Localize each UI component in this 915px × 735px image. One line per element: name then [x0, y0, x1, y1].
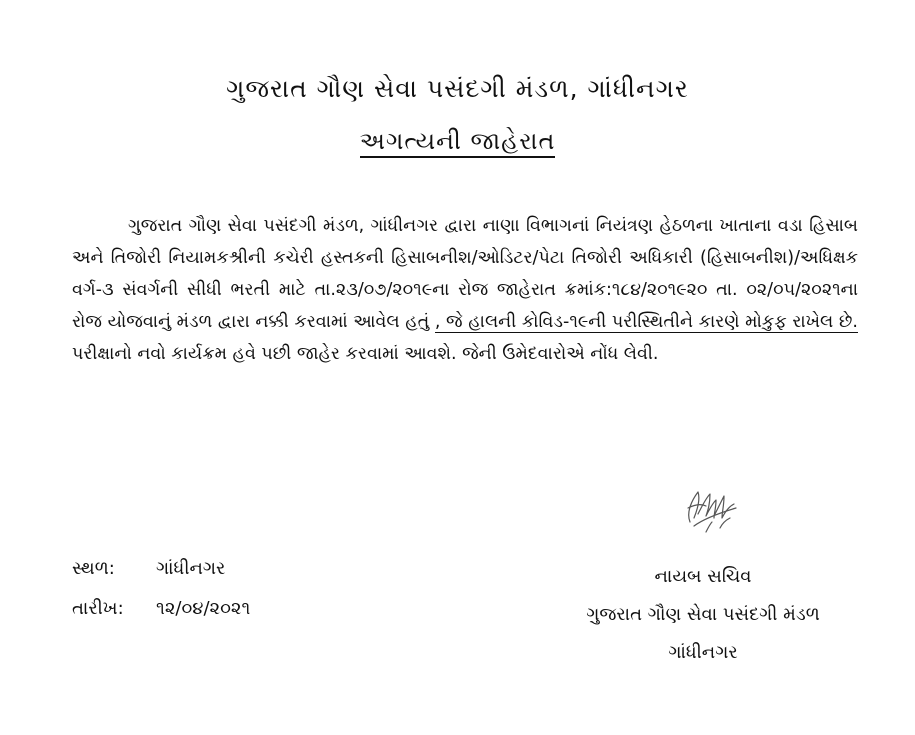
body-text-after: પરીક્ષાનો નવો કાર્યક્રમ હવે પછી જાહેર કરવામાં આવશે. જેની ઉમેદવારોએ નોંધ લેવી.	[72, 344, 659, 364]
body-text-before: ગુજરાત ગૌણ સેવા પસંદગી મંડળ, ગાંધીનગર દ્વારા નાણા વિભાગનાં નિયંત્રણ હેઠળના ખાતાના વડા હિસાબ અને તિજોરી નિયામકશ્રીની કચેરી હસ્તકની હિસાબનીશ/ઓડિટર/પેટા તિજોરી અધિકારી (હિસાબનીશ)/અધિક્ષક વર્ગ-૩ સંવર્ગની સીધી ભરતી માટે તા.૨૩/૦૭/૨૦૧૯ના રોજ જાહેરાત ક્રમાંક:૧૮૪/૨૦૧૯૨૦ તા. ૦૨/૦૫/૨૦૨૧ના રોજ યોજવાનું મંડળ દ્વારા નક્કી કરવામાં આવેલ હતું	[72, 216, 858, 332]
place-value: ગાંધીનગર	[156, 558, 226, 579]
signatory-org: ગુજરાત ગૌણ સેવા પસંદગી મંડળ	[586, 604, 820, 625]
body-text-underlined: , જે હાલની કોવિડ-૧૯ની પરીસ્થિતીને કારણે મોકુફ રાખેલ છે.	[434, 312, 858, 332]
page-title: ગુજરાત ગૌણ સેવા પસંદગી મંડળ, ગાંધીનગર	[226, 74, 689, 103]
signatory-title: નાયબ સચિવ	[654, 566, 752, 587]
notice-subtitle	[0, 127, 915, 155]
signatory-block	[560, 558, 846, 672]
date-value: ૧૨/૦૪/૨૦૨૧	[156, 598, 251, 619]
signature-image	[676, 478, 748, 540]
signatory-city: ગાંધીનગર	[668, 642, 738, 663]
place-label: સ્થળ:	[72, 558, 115, 579]
notice-body	[72, 210, 858, 370]
notice-subtitle-text: અગત્યની જાહેરાત	[360, 127, 556, 158]
date-label: તારીખ:	[72, 598, 124, 619]
